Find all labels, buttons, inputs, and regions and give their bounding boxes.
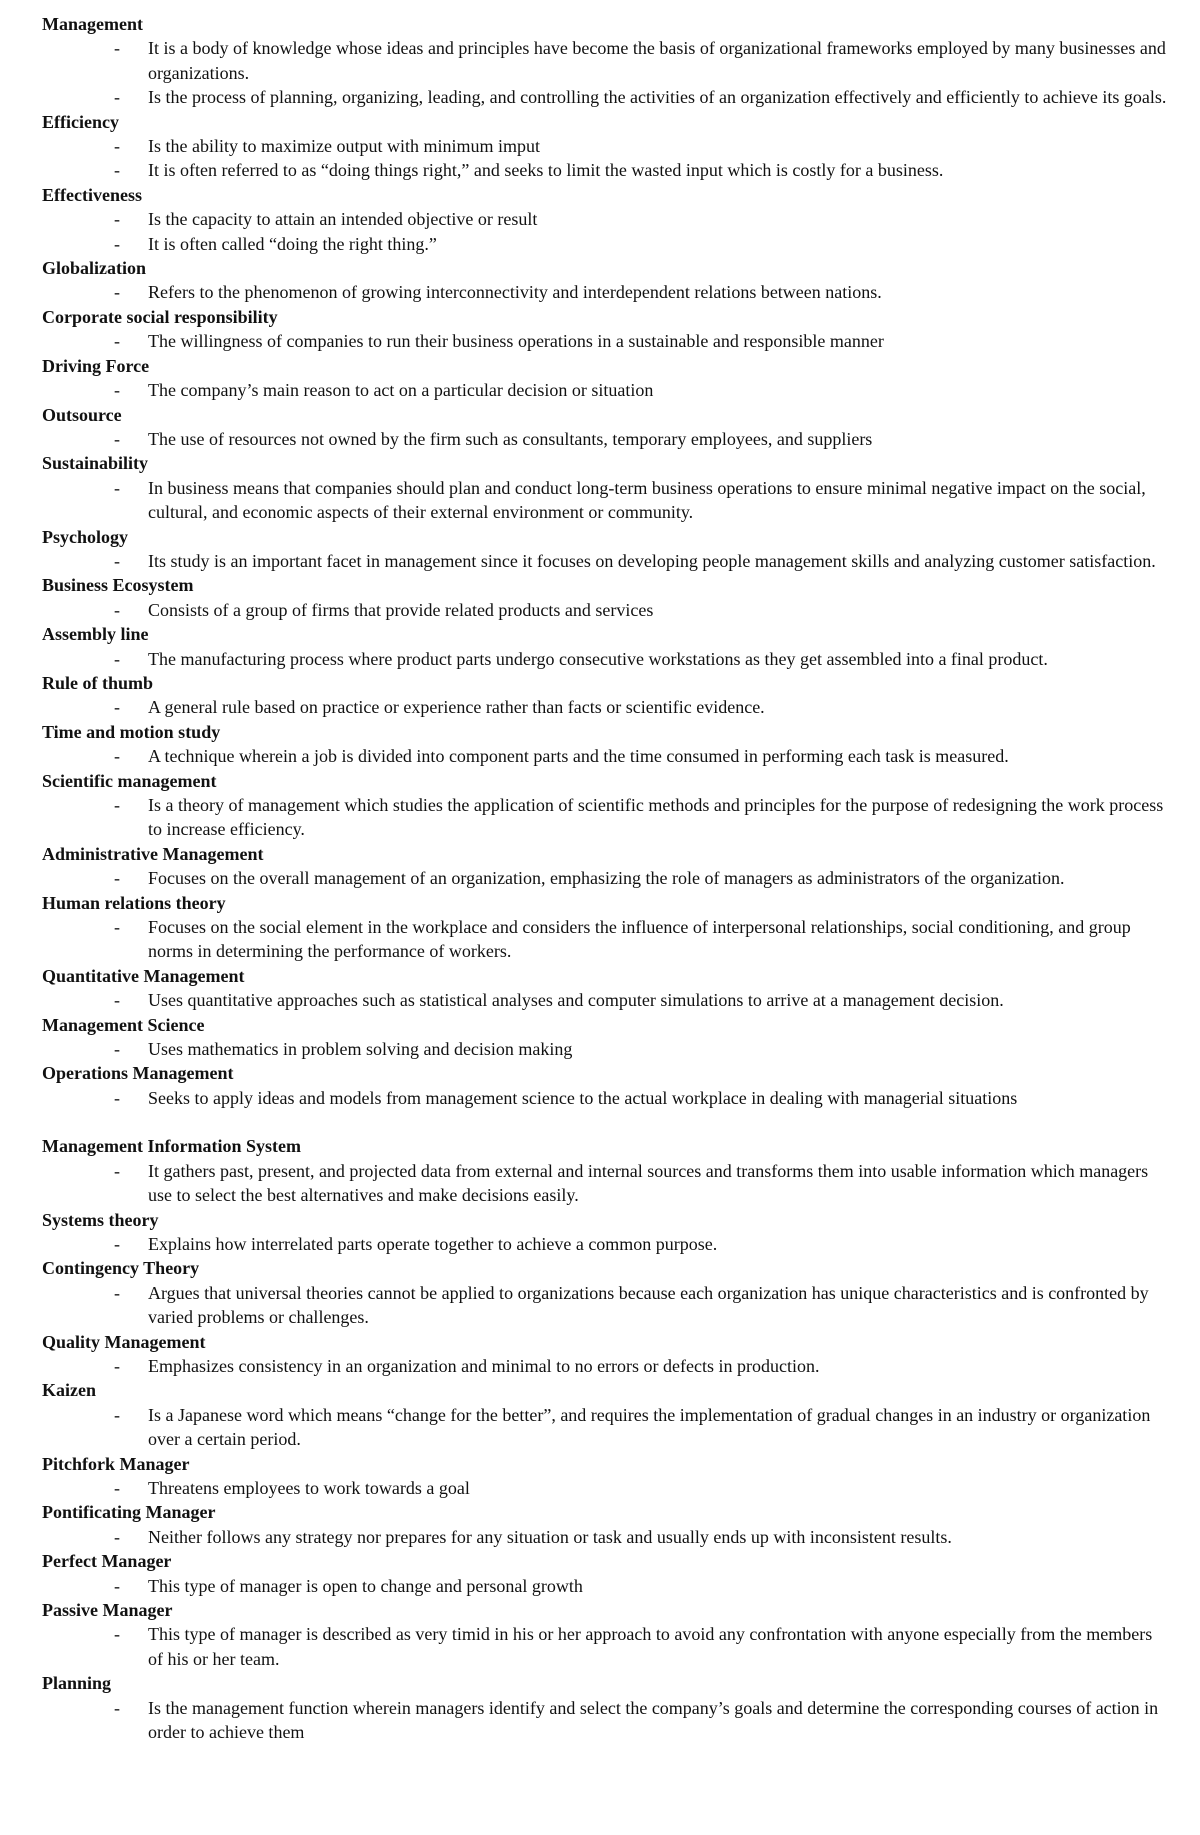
glossary-entry [42,573,1172,622]
glossary-entry [42,1500,1172,1549]
definition-item [42,476,1172,525]
definition-item [42,1354,1172,1378]
definition-item [42,744,1172,768]
glossary-term: Driving Force [42,355,150,376]
glossary-entry [42,720,1172,769]
dash-bullet: - [114,209,120,230]
definition-item [42,988,1172,1012]
dash-bullet: - [114,428,120,449]
definition-item [42,85,1172,109]
definition-text: It is often referred to as “doing things right,” and seeks to limit the wasted input which is costly for a business. [148,160,944,181]
glossary-term: Planning [42,1673,112,1694]
definition-text: Focuses on the social element in the workplace and considers the influence of interpersonal relationships, social conditioning, and group norms in determining the performance of workers. [148,917,1131,962]
glossary-term: Operations Management [42,1063,234,1084]
dash-bullet: - [114,550,120,571]
definition-text: Uses quantitative approaches such as statistical analyses and computer simulations to arrive at a management decision. [148,990,1004,1011]
definition-text: Threatens employees to work towards a goal [148,1477,470,1498]
definition-list [42,36,1172,109]
definition-text: Argues that universal theories cannot be applied to organizations because each organization has unique characteristics and is confronted by varied problems or challenges. [148,1282,1149,1328]
dash-bullet: - [114,697,120,718]
glossary-entry [42,1134,1172,1207]
glossary-document [42,12,1172,1744]
definition-text: Is the process of planning, organizing, leading, and controlling the activities of an organization effectively and efficiently to achieve its goals. [148,87,1167,108]
dash-bullet: - [114,160,120,181]
definition-text: Focuses on the overall management of an organization, emphasizing the role of managers as administrators of the organization. [148,868,1065,889]
definition-list [42,1525,1172,1549]
glossary-term: Globalization [42,258,147,279]
definition-list [42,207,1172,256]
definition-item [42,1574,1172,1598]
dash-bullet: - [114,1087,120,1108]
dash-bullet: - [114,599,120,620]
glossary-term: Administrative Management [42,843,264,864]
definition-text: This type of manager is described as very timid in his or her approach to avoid any confrontation with anyone especially from the members of his or her team. [148,1624,1153,1669]
definition-item [42,280,1172,304]
glossary-term: Time and motion study [42,721,221,742]
definition-list [42,280,1172,304]
glossary-term: Efficiency [42,111,119,132]
dash-bullet: - [114,648,120,669]
definition-text: Is a Japanese word which means “change for the better”, and requires the implementation of gradual changes in an industry or organization over a certain period. [148,1404,1151,1450]
definition-text: A technique wherein a job is divided into component parts and the time consumed in performing each task is measured. [148,746,1009,767]
glossary-entry [42,1671,1172,1744]
dash-bullet: - [114,380,120,401]
glossary-term: Effectiveness [42,184,142,205]
definition-text: The willingness of companies to run their business operations in a sustainable and responsible manner [148,331,884,352]
glossary-entry [42,110,1172,183]
definition-list [42,1232,1172,1256]
definition-list [42,1476,1172,1500]
definition-item [42,1525,1172,1549]
glossary-entry [42,671,1172,720]
definition-list [42,476,1172,525]
glossary-term: Scientific management [42,770,217,791]
dash-bullet: - [114,87,120,108]
glossary-entry [42,525,1172,574]
definition-text: The manufacturing process where product parts undergo consecutive workstations as they get assembled into a final product. [148,648,1048,669]
definition-text: Refers to the phenomenon of growing interconnectivity and interdependent relations between nations. [148,282,882,303]
definition-text: Is the management function wherein managers identify and select the company’s goals and determine the corresponding courses of action in order to achieve them [148,1697,1159,1743]
dash-bullet: - [114,38,120,59]
glossary-term: Pontificating Manager [42,1502,216,1523]
glossary-term: Passive Manager [42,1600,173,1620]
glossary-entry [42,964,1172,1013]
glossary-entry [42,1061,1172,1110]
dash-bullet: - [114,746,120,767]
dash-bullet: - [114,1233,120,1254]
definition-list [42,1159,1172,1208]
definition-list [42,988,1172,1012]
definition-text: Emphasizes consistency in an organization and minimal to no errors or defects in production. [148,1355,820,1376]
definition-list [42,598,1172,622]
definition-item [42,232,1172,256]
definition-text: A general rule based on practice or experience rather than facts or scientific evidence. [148,697,765,718]
definition-list [42,1281,1172,1330]
dash-bullet: - [114,1160,120,1181]
glossary-entry [42,1208,1172,1257]
glossary-entry [42,1330,1172,1379]
definition-list [42,1037,1172,1061]
definition-list [42,744,1172,768]
definition-text: The company’s main reason to act on a particular decision or situation [148,380,654,401]
definition-item [42,1476,1172,1500]
glossary-entry [42,1452,1172,1501]
definition-text: Seeks to apply ideas and models from management science to the actual workplace in dealing with managerial situations [148,1087,1018,1108]
definition-item [42,866,1172,890]
definition-text: Consists of a group of firms that provide related products and services [148,599,654,620]
definition-item [42,1037,1172,1061]
glossary-term: Outsource [42,404,122,425]
glossary-term: Human relations theory [42,892,226,913]
glossary-entry [42,622,1172,671]
glossary-entry [42,1378,1172,1451]
glossary-entry [42,451,1172,524]
glossary-entry [42,1598,1172,1671]
definition-item [42,598,1172,622]
dash-bullet: - [114,477,120,498]
glossary-entry [42,1549,1172,1598]
glossary-term: Management Science [42,1014,205,1035]
definition-item [42,134,1172,158]
definition-item [42,1696,1172,1745]
definition-item [42,1159,1172,1208]
glossary-entry [42,256,1172,305]
definition-text: Uses mathematics in problem solving and decision making [148,1039,573,1060]
glossary-entry [42,354,1172,403]
dash-bullet: - [114,233,120,254]
definition-text: It is a body of knowledge whose ideas and principles have become the basis of organizational frameworks employed by many businesses and organizations. [148,38,1166,83]
definition-item [42,36,1172,85]
definition-list [42,549,1172,573]
definition-list [42,134,1172,183]
glossary-term: Quality Management [42,1331,206,1352]
definition-item [42,549,1172,573]
definition-list [42,866,1172,890]
definition-text: Is the ability to maximize output with minimum imput [148,136,540,157]
glossary-term: Business Ecosystem [42,575,194,596]
glossary-entry [42,12,1172,110]
glossary-entry [42,305,1172,354]
glossary-entry [42,769,1172,842]
glossary-term: Corporate social responsibility [42,306,278,327]
glossary-term: Sustainability [42,453,149,474]
dash-bullet: - [114,136,120,157]
definition-list [42,1354,1172,1378]
definition-item [42,1281,1172,1330]
dash-bullet: - [114,1526,120,1547]
definition-item [42,427,1172,451]
glossary-entry [42,403,1172,452]
glossary-term: Psychology [42,526,129,547]
dash-bullet: - [114,1355,120,1376]
glossary-entry [42,891,1172,964]
definition-item [42,1086,1172,1110]
dash-bullet: - [114,917,120,938]
dash-bullet: - [114,1039,120,1060]
definition-item [42,695,1172,719]
glossary-term: Contingency Theory [42,1258,200,1279]
definition-list [42,695,1172,719]
definition-item [42,158,1172,182]
glossary-term: Management [42,14,143,34]
definition-list [42,647,1172,671]
definition-item [42,1622,1172,1671]
glossary-entry [42,1013,1172,1062]
definition-list [42,1696,1172,1745]
definition-list [42,1574,1172,1598]
definition-item [42,207,1172,231]
dash-bullet: - [114,990,120,1011]
definition-text: This type of manager is open to change and personal growth [148,1575,583,1596]
definition-item [42,647,1172,671]
glossary-term: Management Information System [42,1136,301,1157]
dash-bullet: - [114,1624,120,1645]
definition-item [42,378,1172,402]
definition-list [42,1622,1172,1671]
definition-item [42,329,1172,353]
definition-list [42,329,1172,353]
definition-text: In business means that companies should plan and conduct long-term business operations to ensure minimal negative impact on the social, cultural, and economic aspects of their external environment or community. [148,477,1146,523]
dash-bullet: - [114,331,120,352]
definition-list [42,793,1172,842]
dash-bullet: - [114,1282,120,1303]
glossary-term: Assembly line [42,624,149,645]
definition-text: Its study is an important facet in management since it focuses on developing people management skills and analyzing customer satisfaction. [148,550,1156,571]
glossary-term: Kaizen [42,1380,96,1401]
glossary-term: Systems theory [42,1209,159,1230]
glossary-entry [42,842,1172,891]
definition-list [42,1403,1172,1452]
definition-text: It is often called “doing the right thing.” [148,233,437,254]
definition-item [42,793,1172,842]
definition-item [42,1403,1172,1452]
dash-bullet: - [114,795,120,815]
dash-bullet: - [114,282,120,303]
dash-bullet: - [114,868,120,889]
dash-bullet: - [114,1404,120,1425]
definition-text: Neither follows any strategy nor prepares for any situation or task and usually ends up with inconsistent results. [148,1526,952,1547]
glossary-term: Quantitative Management [42,965,245,986]
dash-bullet: - [114,1477,120,1498]
glossary-term: Perfect Manager [42,1551,172,1572]
definition-list [42,1086,1172,1110]
dash-bullet: - [114,1697,120,1718]
definition-text: Explains how interrelated parts operate together to achieve a common purpose. [148,1233,718,1254]
definition-text: It gathers past, present, and projected data from external and internal sources and transforms them into usable information which managers use to select the best alternatives and make decisions easily. [148,1160,1149,1206]
definition-list [42,427,1172,451]
definition-text: The use of resources not owned by the firm such as consultants, temporary employees, and suppliers [148,428,873,449]
glossary-entry [42,183,1172,256]
dash-bullet: - [114,1575,120,1596]
definition-list [42,915,1172,964]
glossary-entry [42,1256,1172,1329]
blank-line [42,1110,1172,1134]
definition-text: Is a theory of management which studies the application of scientific methods and principles for the purpose of redesigning the work process to increase efficiency. [148,795,1164,840]
glossary-term: Rule of thumb [42,672,154,693]
definition-text: Is the capacity to attain an intended objective or result [148,209,538,230]
glossary-term: Pitchfork Manager [42,1453,190,1474]
definition-item [42,915,1172,964]
definition-item [42,1232,1172,1256]
definition-list [42,378,1172,402]
